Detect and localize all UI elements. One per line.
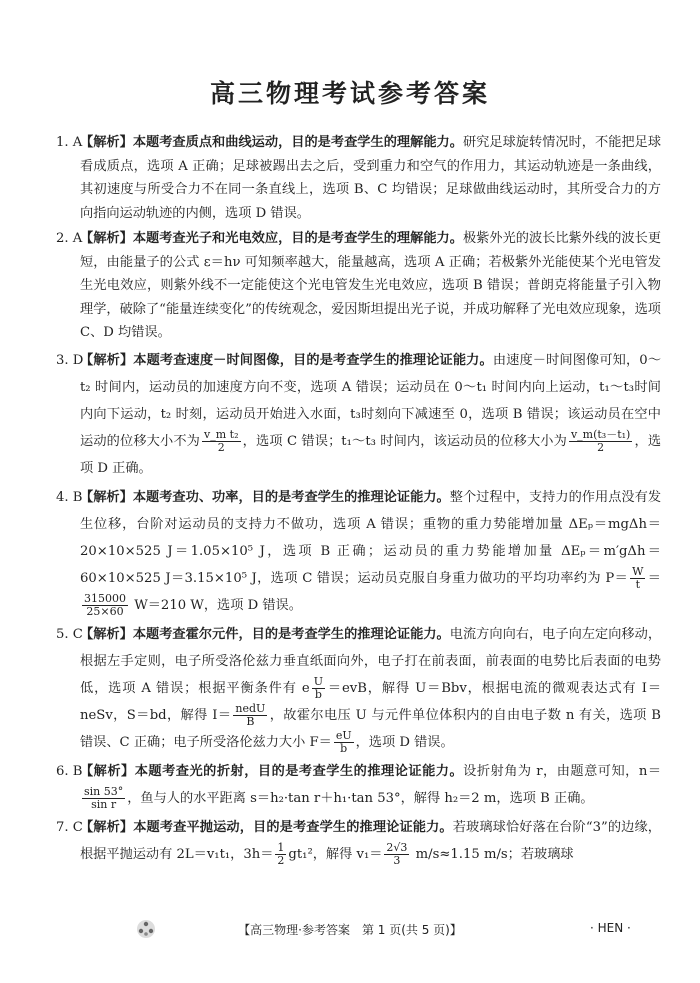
item-heading: 【解析】本题考查平抛运动，目的是考查学生的推理论证能力。 [80, 819, 453, 835]
item-body-cont: gt₁²，解得 v₁＝ [288, 846, 383, 862]
item-heading: 【解析】本题考查功、功率，目的是考查学生的推理论证能力。 [80, 489, 450, 505]
fraction: $\frac{eU}{b}$ [335, 728, 352, 755]
answer-item-3 [56, 347, 661, 482]
item-number: 4. B [56, 489, 83, 505]
item-number: 1. A [56, 135, 83, 150]
item-body: 电流方向向右，电子向左定向移动，根据左手定则，电子所受洛伦兹力垂直纸面向外，电子打在前表面，前表面的电势比后表面的电势低，选项 A 错误；根据平衡条件有 e [80, 626, 662, 696]
item-number: 6. B [56, 763, 83, 779]
answer-item-7 [56, 814, 661, 868]
item-body: 设折射角为 r，由题意可知，n＝ [463, 763, 662, 779]
item-body-cont: ，选项 D 正确。 [80, 433, 662, 476]
answer-item-6 [56, 758, 661, 812]
fraction: $\frac{\text{v\_m t₂}}{2}$ [204, 427, 239, 454]
answer-list [56, 131, 661, 870]
fraction: $\frac{\sin 53^\circ}{\text{sin r}}$ [84, 784, 124, 811]
item-heading: 【解析】本题考查光的折射，目的是考查学生的推理论证能力。 [80, 763, 464, 779]
item-body-cont: W＝210 W，选项 D 错误。 [130, 597, 302, 613]
footer-page-info: 【高三物理·参考答案 第 1 页(共 5 页)】 [238, 923, 462, 937]
item-number: 5. C [56, 626, 83, 642]
item-heading: 【解析】本题考查光子和光电效应，目的是考查学生的理解能力。 [80, 231, 463, 246]
fraction: $\frac{315000}{25\times 60}$ [84, 591, 126, 618]
item-body: 若玻璃球恰好落在台阶“3”的边缘，根据平抛运动有 2L＝v₁t₁，3h＝ [80, 819, 661, 862]
item-heading: 【解析】本题考查霍尔元件，目的是考查学生的推理论证能力。 [80, 626, 450, 642]
item-body-cont: ，选项 D 错误。 [355, 734, 454, 750]
item-body-cont: ＝evB，解得 U＝Bbv，根据电流的微观表达式有 I＝neSv，S＝bd，解得 I＝ [80, 680, 662, 723]
fraction: $\frac{U}{b}$ [313, 674, 323, 701]
item-number: 7. C [56, 819, 83, 835]
item-number: 2. A [56, 231, 83, 246]
fraction: $\frac{1}{2}$ [277, 840, 285, 867]
equals: ＝ [647, 570, 661, 586]
answer-item-5 [56, 621, 661, 756]
answer-item-4 [56, 484, 661, 619]
fraction: $\frac{2√3}{3}$ [386, 840, 408, 867]
item-body-cont: m/s≈1.15 m/s；若玻璃球 [411, 846, 574, 862]
fraction: $\frac{\text{nedU}}{B}$ [235, 701, 266, 728]
item-body: 极紫外光的波长比紫外线的波长更短，由能量子的公式 ε＝hν 可知频率越大，能量越高，选项 A 正确；若极紫外光能使某个光电管发生光电效应，则紫外线不一定能使这个光电管发生光电效应，选项 B 错误；普朗克将能量子引入物理学，破除了“能量连续变化”的传统观念，爱因斯坦提出光子说，并成功解释了光电效应现象，选项 C、D 均错误。 [80, 231, 662, 340]
page-title: 高三物理考试参考答案 [209, 79, 490, 108]
fraction: $\frac{\text{v\_m(t₃－t₁)}}{2}$ [570, 427, 631, 454]
page-footer [0, 919, 700, 941]
item-heading: 【解析】本题考查速度－时间图像，目的是考查学生的推理论证能力。 [80, 352, 493, 368]
footer-code: · HEN · [590, 921, 631, 935]
item-number: 3. D [56, 352, 84, 368]
item-heading: 【解析】本题考查质点和曲线运动，目的是考查学生的理解能力。 [80, 135, 463, 150]
item-body: 整个过程中，支持力的作用点没有发生位移，台阶对运动员的支持力不做功，选项 A 错误；重物的重力势能增加量 ΔEₚ＝mgΔh＝20×10×525 J＝1.05×10⁵ J，选项 B 正确；运动员的重力势能增加量 ΔEₚ＝m′gΔh＝60×10×525 J＝3.15×10⁵ J，选项 C 错误；运动员克服自身重力做功的平均功率约为 P＝ [80, 489, 662, 586]
item-body: 研究足球旋转情况时，不能把足球看成质点，选项 A 正确；足球被踢出去之后，受到重力和空气的作用力，其运动轨迹是一条曲线，其初速度与所受合力不在同一条直线上，选项 B、C 均错误；足球做曲线运动时，其所受合力的方向指向运动轨迹的内侧，选项 D 错误。 [80, 135, 662, 221]
answer-item-2 [56, 227, 661, 345]
item-body: 由速度－时间图像可知，0～t₂ 时间内，运动员的加速度方向不变，选项 A 错误；运动员在 0～t₁ 时间内向上运动，t₁～t₃时间内向下运动，t₂ 时刻，运动员开始进入水面，t₃时刻向下减速至 0，选项 B 错误；该运动员在空中运动的位移大小不为 [80, 352, 662, 449]
answer-item-1 [56, 131, 661, 225]
fraction: $\frac{W}{t}$ [632, 564, 644, 591]
item-body-cont: ，鱼与人的水平距离 s＝h₂·tan r＋h₁·tan 53°，解得 h₂＝2 m，选项 B 正确。 [127, 790, 594, 806]
item-body-cont: ，选项 C 错误；t₁～t₃ 时间内，该运动员的位移大小为 [242, 433, 567, 449]
item-body-cont: ，故霍尔电压 U 与元件单位体积内的自由电子数 n 有关，选项 B 错误、C 正确；电子所受洛伦兹力大小 F＝ [80, 707, 661, 750]
